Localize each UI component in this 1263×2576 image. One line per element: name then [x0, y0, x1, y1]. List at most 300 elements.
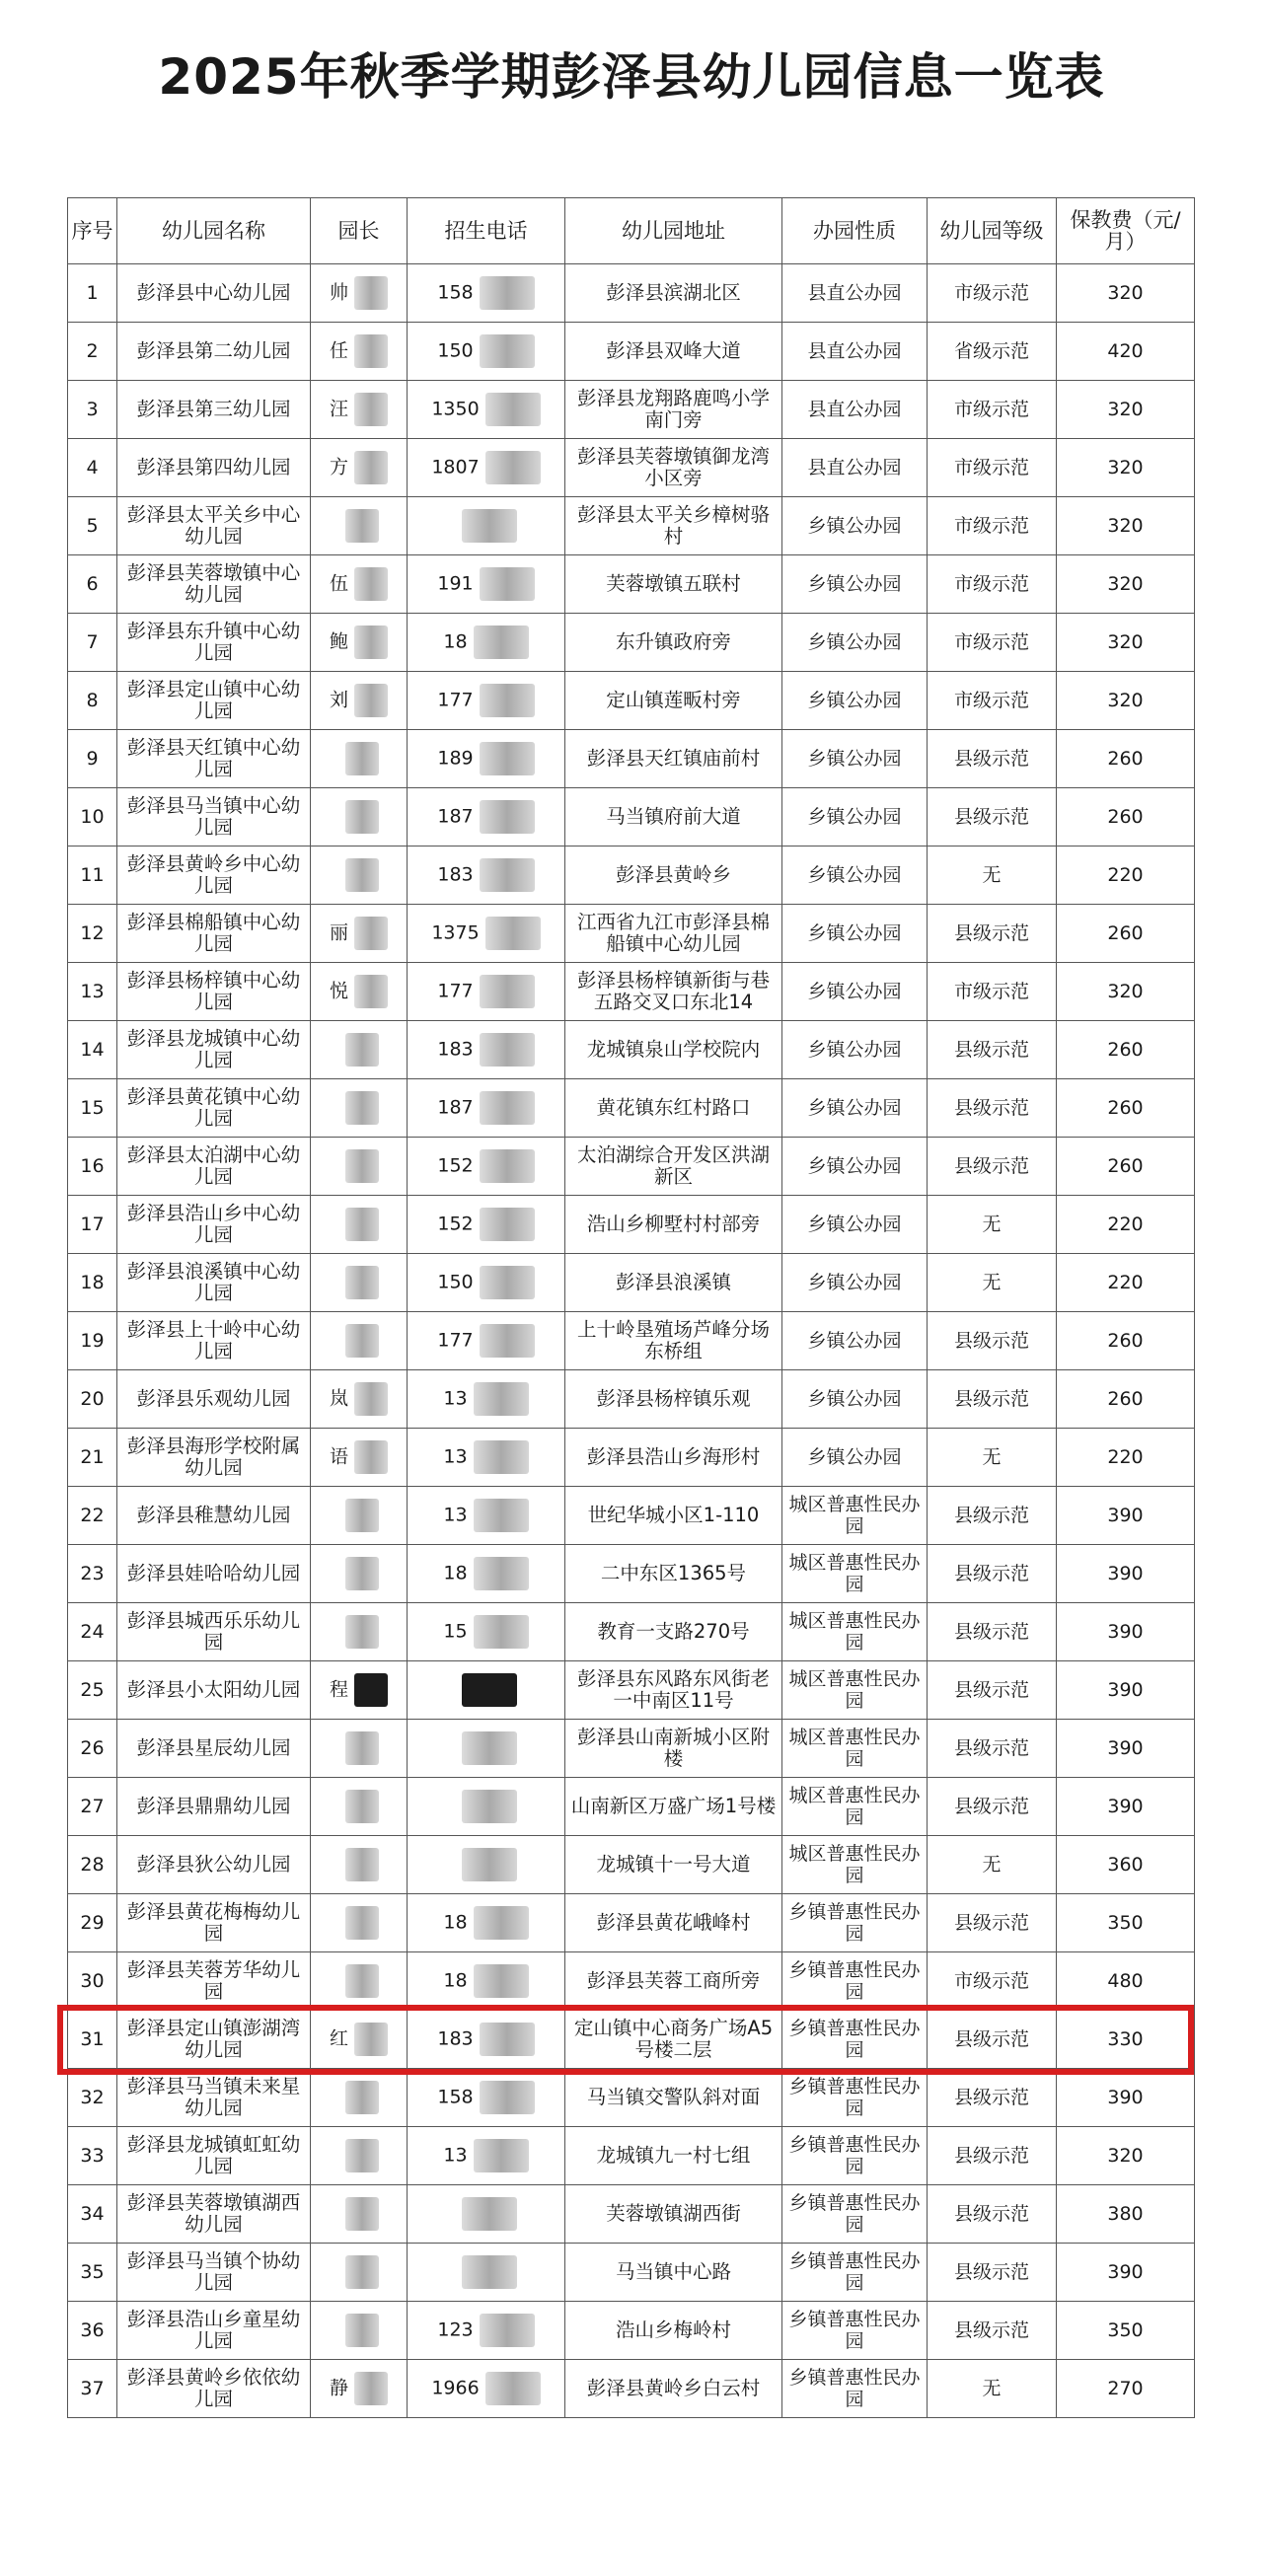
cell-phone	[408, 2302, 565, 2360]
cell-level	[928, 1021, 1057, 1079]
cell-name	[117, 1661, 311, 1720]
cell-address	[565, 1196, 782, 1254]
cell-no	[68, 1720, 117, 1778]
cell-no-text: 1	[86, 282, 99, 304]
cell-phone	[408, 1429, 565, 1487]
cell-name-text: 彭泽县海形学校附属幼儿园	[126, 1435, 301, 1479]
cell-address	[565, 2069, 782, 2127]
table-row	[68, 614, 1195, 672]
cell-address-text: 龙城镇泉山学校院内	[586, 1038, 761, 1061]
cell-nature-text: 乡镇公办园	[807, 1446, 902, 1468]
cell-name-text: 彭泽县黄花镇中心幼儿园	[126, 1085, 301, 1130]
cell-fee	[1057, 323, 1195, 381]
cell-no-text: 6	[86, 573, 99, 595]
cell-name-text: 彭泽县定山镇中心幼儿园	[126, 678, 301, 722]
redaction-mask	[480, 800, 535, 834]
redaction-mask	[354, 1673, 388, 1707]
cell-address	[565, 905, 782, 963]
cell-address-text: 江西省九江市彭泽县棉船镇中心幼儿园	[576, 911, 770, 955]
cell-fee-text: 390	[1107, 2261, 1144, 2283]
cell-principal	[311, 2185, 408, 2244]
cell-fee-text: 320	[1107, 631, 1144, 653]
cell-address-text: 彭泽县黄花峨峰村	[596, 1911, 751, 1934]
cell-nature	[782, 1079, 928, 1138]
redaction-mask	[345, 1906, 379, 1940]
cell-fee	[1057, 497, 1195, 555]
cell-no	[68, 2302, 117, 2360]
cell-fee	[1057, 1487, 1195, 1545]
cell-principal	[311, 1079, 408, 1138]
cell-no-text: 20	[80, 1388, 105, 1410]
cell-no-text: 10	[80, 806, 105, 828]
cell-no	[68, 1603, 117, 1661]
cell-no	[68, 2127, 117, 2185]
cell-phone-text: 191	[437, 572, 474, 595]
cell-level	[928, 323, 1057, 381]
header-address: 幼儿园地址	[565, 198, 782, 264]
redaction-mask	[354, 393, 388, 426]
cell-name-text: 彭泽县第四幼儿园	[136, 456, 291, 478]
cell-phone	[408, 1661, 565, 1720]
redaction-mask	[462, 2197, 517, 2231]
cell-nature-text: 县直公办园	[807, 282, 902, 304]
cell-no-text: 31	[80, 2028, 105, 2050]
cell-name-text: 彭泽县马当镇个协幼儿园	[126, 2249, 301, 2294]
cell-name-text: 彭泽县浪溪镇中心幼儿园	[126, 1260, 301, 1304]
table-row	[68, 846, 1195, 905]
cell-fee-text: 260	[1107, 922, 1144, 944]
cell-principal	[311, 264, 408, 323]
cell-phone-text: 187	[437, 805, 474, 828]
cell-address	[565, 2127, 782, 2185]
page-title: 2025年秋季学期彭泽县幼儿园信息一览表	[158, 48, 1105, 106]
cell-principal-text: 程	[329, 1678, 348, 1701]
cell-nature	[782, 1429, 928, 1487]
cell-level-text: 市级示范	[953, 282, 1029, 304]
table-row	[68, 555, 1195, 614]
cell-fee	[1057, 2244, 1195, 2302]
cell-phone-text: 1350	[431, 398, 480, 420]
cell-name	[117, 323, 311, 381]
cell-level	[928, 846, 1057, 905]
cell-fee-text: 380	[1107, 2203, 1144, 2225]
cell-address-text: 彭泽县杨梓镇新街与巷五路交叉口东北14	[576, 969, 770, 1013]
table-row	[68, 497, 1195, 555]
cell-fee-text: 320	[1107, 457, 1144, 478]
cell-name-text: 彭泽县浩山乡童星幼儿园	[126, 2308, 301, 2352]
cell-nature	[782, 2127, 928, 2185]
cell-name-text: 彭泽县星辰幼儿园	[136, 1736, 291, 1759]
cell-address-text: 世纪华城小区1-110	[587, 1504, 760, 1526]
cell-fee	[1057, 963, 1195, 1021]
redaction-mask	[354, 684, 388, 717]
cell-principal-text: 语	[329, 1445, 348, 1468]
table-row	[68, 1836, 1195, 1894]
cell-no	[68, 381, 117, 439]
cell-fee	[1057, 439, 1195, 497]
cell-no-text: 36	[80, 2319, 105, 2341]
cell-no	[68, 555, 117, 614]
cell-no-text: 14	[80, 1039, 105, 1061]
cell-level-text: 县级示范	[953, 2087, 1029, 2108]
highlight-box	[57, 2005, 1194, 2075]
cell-level-text: 县级示范	[953, 1912, 1029, 1934]
cell-nature-text: 乡镇公办园	[807, 1039, 902, 1061]
redaction-mask	[480, 1149, 535, 1183]
redaction-mask	[485, 451, 541, 484]
redaction-mask	[354, 2372, 388, 2405]
cell-no-text: 15	[80, 1097, 105, 1119]
cell-principal	[311, 1952, 408, 2011]
cell-name	[117, 672, 311, 730]
table-row	[68, 2302, 1195, 2360]
cell-name-text: 彭泽县龙城镇中心幼儿园	[126, 1027, 301, 1071]
table-row	[68, 1894, 1195, 1952]
table-row	[68, 1487, 1195, 1545]
cell-fee	[1057, 1429, 1195, 1487]
cell-name-text: 彭泽县娃哈哈幼儿园	[126, 1562, 301, 1584]
cell-name	[117, 905, 311, 963]
cell-level	[928, 963, 1057, 1021]
cell-address-text: 芙蓉墩镇湖西街	[606, 2202, 741, 2225]
cell-nature-text: 乡镇公办园	[807, 981, 902, 1002]
cell-nature	[782, 1661, 928, 1720]
cell-no	[68, 2069, 117, 2127]
cell-phone	[408, 1312, 565, 1370]
cell-no-text: 32	[80, 2087, 105, 2108]
cell-nature-text: 乡镇公办园	[807, 631, 902, 653]
cell-address	[565, 1487, 782, 1545]
redaction-mask	[354, 1440, 388, 1474]
table-row	[68, 2360, 1195, 2418]
cell-level-text: 县级示范	[953, 1097, 1029, 1119]
table-row	[68, 1370, 1195, 1429]
cell-nature-text: 县直公办园	[807, 457, 902, 478]
cell-name-text: 彭泽县乐观幼儿园	[136, 1387, 291, 1410]
cell-name	[117, 614, 311, 672]
cell-address-text: 龙城镇九一村七组	[596, 2144, 751, 2167]
cell-nature-text: 乡镇普惠性民办园	[788, 2076, 921, 2119]
cell-phone	[408, 2244, 565, 2302]
cell-no-text: 26	[80, 1737, 105, 1759]
redaction-mask	[345, 1033, 379, 1067]
cell-nature-text: 城区普惠性民办园	[788, 1494, 921, 1537]
cell-nature-text: 县直公办园	[807, 340, 902, 362]
cell-principal	[311, 2244, 408, 2302]
cell-fee	[1057, 614, 1195, 672]
cell-name	[117, 2069, 311, 2127]
cell-address	[565, 381, 782, 439]
cell-no	[68, 1196, 117, 1254]
cell-level	[928, 1603, 1057, 1661]
cell-principal	[311, 1138, 408, 1196]
cell-address-text: 浩山乡梅岭村	[615, 2318, 731, 2341]
redaction-mask	[345, 800, 379, 834]
cell-phone-text: 13	[443, 1387, 468, 1410]
cell-address	[565, 555, 782, 614]
cell-no-text: 27	[80, 1796, 105, 1817]
cell-name-text: 彭泽县棉船镇中心幼儿园	[126, 911, 301, 955]
cell-name	[117, 1545, 311, 1603]
cell-no-text: 21	[80, 1446, 105, 1468]
cell-no	[68, 1778, 117, 1836]
cell-nature	[782, 2185, 928, 2244]
table-row	[68, 963, 1195, 1021]
cell-level-text: 县级示范	[953, 922, 1029, 944]
cell-fee-text: 320	[1107, 573, 1144, 595]
cell-fee-text: 320	[1107, 282, 1144, 304]
cell-level	[928, 1836, 1057, 1894]
cell-nature-text: 乡镇公办园	[807, 1330, 902, 1352]
cell-name-text: 彭泽县太平关乡中心幼儿园	[126, 503, 301, 548]
cell-nature	[782, 264, 928, 323]
cell-principal	[311, 1487, 408, 1545]
redaction-mask	[480, 2081, 535, 2114]
cell-principal-text: 悦	[329, 980, 348, 1002]
cell-address-text: 彭泽县浩山乡海形村	[586, 1445, 761, 1468]
cell-level	[928, 439, 1057, 497]
cell-level-text: 市级示范	[953, 399, 1029, 420]
redaction-mask	[345, 858, 379, 892]
cell-name-text: 彭泽县黄花梅梅幼儿园	[126, 1900, 301, 1945]
table-row	[68, 1312, 1195, 1370]
redaction-mask	[462, 2255, 517, 2289]
redaction-mask	[345, 1149, 379, 1183]
cell-address-text: 彭泽县杨梓镇乐观	[596, 1387, 751, 1410]
cell-no-text: 8	[86, 690, 99, 711]
cell-address-text: 彭泽县黄岭乡白云村	[586, 2377, 761, 2399]
cell-level-text: 市级示范	[953, 981, 1029, 1002]
cell-nature-text: 乡镇公办园	[807, 690, 902, 711]
cell-no	[68, 1429, 117, 1487]
header-name: 幼儿园名称	[117, 198, 311, 264]
cell-principal	[311, 555, 408, 614]
table-row	[68, 1254, 1195, 1312]
redaction-mask	[354, 917, 388, 950]
cell-nature	[782, 1778, 928, 1836]
cell-phone	[408, 905, 565, 963]
cell-principal-text: 红	[329, 2027, 348, 2050]
redaction-mask	[354, 334, 388, 368]
cell-address	[565, 1720, 782, 1778]
cell-address-text: 马当镇交警队斜对面	[586, 2086, 761, 2108]
cell-phone	[408, 730, 565, 788]
cell-principal	[311, 1370, 408, 1429]
cell-name	[117, 2302, 311, 2360]
redaction-mask	[345, 2197, 379, 2231]
cell-level-text: 县级示范	[953, 2203, 1029, 2225]
cell-fee-text: 480	[1107, 1970, 1144, 1992]
cell-principal-text: 刘	[329, 689, 348, 711]
cell-fee	[1057, 2302, 1195, 2360]
cell-nature	[782, 1720, 928, 1778]
cell-address-text: 黄花镇东红村路口	[596, 1096, 751, 1119]
cell-no	[68, 439, 117, 497]
table-row	[68, 1138, 1195, 1196]
cell-name	[117, 846, 311, 905]
cell-phone-text: 152	[437, 1213, 474, 1235]
cell-fee-text: 320	[1107, 2145, 1144, 2167]
cell-no	[68, 846, 117, 905]
cell-principal	[311, 614, 408, 672]
cell-nature	[782, 672, 928, 730]
cell-level	[928, 1894, 1057, 1952]
redaction-mask	[480, 684, 535, 717]
cell-fee	[1057, 1894, 1195, 1952]
cell-name	[117, 439, 311, 497]
cell-fee-text: 320	[1107, 690, 1144, 711]
cell-name	[117, 788, 311, 846]
cell-no-text: 13	[80, 981, 105, 1002]
cell-no	[68, 2244, 117, 2302]
cell-no	[68, 614, 117, 672]
cell-principal	[311, 1545, 408, 1603]
cell-phone	[408, 1079, 565, 1138]
cell-fee-text: 390	[1107, 1737, 1144, 1759]
cell-phone	[408, 1021, 565, 1079]
cell-nature	[782, 788, 928, 846]
cell-address-text: 马当镇府前大道	[606, 805, 741, 828]
cell-phone	[408, 614, 565, 672]
cell-nature	[782, 1487, 928, 1545]
cell-phone	[408, 1254, 565, 1312]
cell-level-text: 市级示范	[953, 1970, 1029, 1992]
cell-fee	[1057, 264, 1195, 323]
cell-nature	[782, 1894, 928, 1952]
cell-name	[117, 1778, 311, 1836]
cell-nature	[782, 2244, 928, 2302]
cell-no-text: 24	[80, 1621, 105, 1643]
cell-no-text: 19	[80, 1330, 105, 1352]
cell-phone-text: 183	[437, 863, 474, 886]
cell-address-text: 彭泽县东风路东风街老一中南区11号	[576, 1667, 770, 1712]
table-body	[68, 264, 1195, 2418]
cell-level-text: 县级示范	[953, 2319, 1029, 2341]
cell-phone	[408, 1952, 565, 2011]
cell-address-text: 太泊湖综合开发区洪湖新区	[576, 1143, 770, 1188]
cell-fee	[1057, 2185, 1195, 2244]
cell-fee-text: 260	[1107, 1388, 1144, 1410]
cell-phone-text: 1807	[431, 456, 480, 478]
cell-level	[928, 1661, 1057, 1720]
cell-fee-text: 320	[1107, 981, 1144, 1002]
cell-address	[565, 323, 782, 381]
table-row	[68, 2069, 1195, 2127]
cell-name	[117, 1429, 311, 1487]
cell-name	[117, 2185, 311, 2244]
cell-no-text: 25	[80, 1679, 105, 1701]
cell-principal	[311, 730, 408, 788]
cell-name-text: 彭泽县稚慧幼儿园	[136, 1504, 291, 1526]
cell-fee-text: 220	[1107, 1214, 1144, 1235]
redaction-mask	[462, 509, 517, 543]
cell-nature-text: 城区普惠性民办园	[788, 1727, 921, 1770]
cell-phone	[408, 1138, 565, 1196]
cell-principal-text: 任	[329, 339, 348, 362]
cell-principal-text: 静	[329, 2377, 348, 2399]
cell-nature-text: 乡镇普惠性民办园	[788, 2309, 921, 2352]
cell-no-text: 18	[80, 1272, 105, 1293]
cell-nature-text: 乡镇公办园	[807, 1272, 902, 1293]
cell-phone	[408, 1778, 565, 1836]
header-nature: 办园性质	[782, 198, 928, 264]
cell-address	[565, 614, 782, 672]
cell-no	[68, 1370, 117, 1429]
cell-phone	[408, 788, 565, 846]
cell-name	[117, 1196, 311, 1254]
redaction-mask	[474, 1557, 529, 1590]
cell-nature	[782, 1370, 928, 1429]
cell-no-text: 7	[86, 631, 99, 653]
cell-nature-text: 乡镇普惠性民办园	[788, 2134, 921, 2177]
table-row	[68, 1952, 1195, 2011]
cell-phone-text: 183	[437, 2027, 474, 2050]
cell-nature-text: 乡镇公办园	[807, 748, 902, 770]
table-row	[68, 1545, 1195, 1603]
cell-level-text: 市级示范	[953, 631, 1029, 653]
cell-no	[68, 264, 117, 323]
cell-level-text: 县级示范	[953, 1563, 1029, 1584]
cell-phone	[408, 2185, 565, 2244]
cell-phone	[408, 2069, 565, 2127]
cell-no	[68, 1254, 117, 1312]
cell-no	[68, 1952, 117, 2011]
table-row	[68, 2185, 1195, 2244]
cell-fee	[1057, 1196, 1195, 1254]
cell-level	[928, 2069, 1057, 2127]
cell-fee	[1057, 555, 1195, 614]
cell-phone-text: 123	[437, 2318, 474, 2341]
cell-no	[68, 1312, 117, 1370]
cell-principal	[311, 2302, 408, 2360]
redaction-mask	[474, 1499, 529, 1532]
redaction-mask	[354, 975, 388, 1008]
cell-no-text: 17	[80, 1214, 105, 1235]
cell-phone-text: 13	[443, 1445, 468, 1468]
redaction-mask	[345, 2139, 379, 2172]
cell-no-text: 12	[80, 922, 105, 944]
redaction-mask	[354, 567, 388, 601]
cell-principal	[311, 1778, 408, 1836]
cell-name	[117, 1079, 311, 1138]
cell-fee	[1057, 1138, 1195, 1196]
table-row	[68, 381, 1195, 439]
cell-principal-text: 帅	[329, 281, 348, 304]
cell-address	[565, 1370, 782, 1429]
table-row	[68, 1778, 1195, 1836]
cell-address	[565, 1836, 782, 1894]
cell-level-text: 无	[982, 1446, 1002, 1468]
cell-nature-text: 乡镇公办园	[807, 922, 902, 944]
cell-phone-text: 187	[437, 1096, 474, 1119]
cell-phone-text: 152	[437, 1154, 474, 1177]
cell-address-text: 彭泽县山南新城小区附楼	[576, 1726, 770, 1770]
redaction-mask	[474, 1964, 529, 1998]
cell-no	[68, 1661, 117, 1720]
cell-nature	[782, 1138, 928, 1196]
cell-no	[68, 1021, 117, 1079]
redaction-mask	[345, 509, 379, 543]
cell-principal	[311, 1429, 408, 1487]
cell-nature-text: 乡镇公办园	[807, 1214, 902, 1235]
redaction-mask	[474, 1906, 529, 1940]
cell-phone	[408, 497, 565, 555]
cell-name-text: 彭泽县第三幼儿园	[136, 398, 291, 420]
cell-level	[928, 2360, 1057, 2418]
redaction-mask	[345, 1266, 379, 1299]
cell-address	[565, 2302, 782, 2360]
cell-principal	[311, 497, 408, 555]
